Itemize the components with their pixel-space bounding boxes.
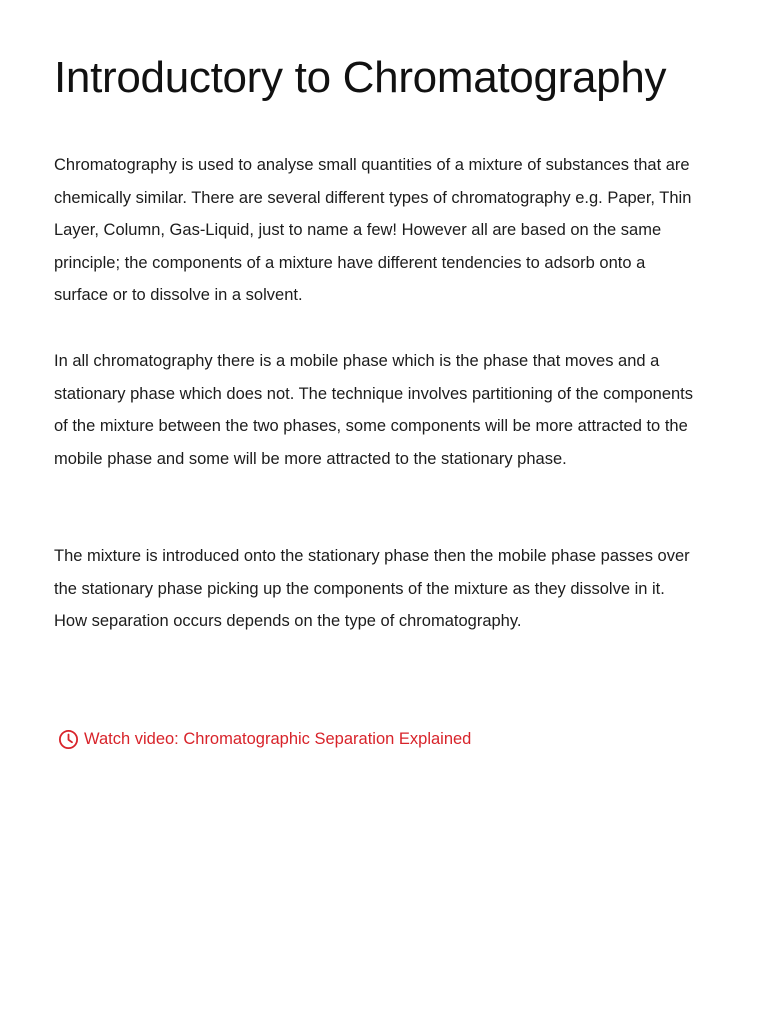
clock-icon (58, 729, 79, 750)
paragraph-phases: In all chromatography there is a mobile phase which is the phase that moves and a stationary phase which does not. The technique involves partitioning of the components of the mixture between the two phases, some components will be more attracted to the mobile phase and some will be more attracted to the stationary phase. (54, 352, 694, 468)
page-title: Introductory to Chromatography (54, 53, 667, 102)
paragraph-intro: Chromatography is used to analyse small quantities of a mixture of substances that are chemically similar. There are several different types of chromatography e.g. Paper, Thin Layer, Column, Gas-Liquid, just to name a few! However all are based on the same principle; the components of a mixture have different tendencies to adsorb onto a surface or to dissolve in a solvent. (54, 156, 692, 305)
watch-video-label: Watch video: Chromatographic Separation Explained (84, 730, 472, 748)
watch-video-link[interactable] (58, 726, 471, 752)
paragraph-separation: The mixture is introduced onto the stationary phase then the mobile phase passes over the stationary phase picking up the components of the mixture as they dissolve in it. How separation occurs depends on the type of chromatography. (54, 547, 690, 631)
